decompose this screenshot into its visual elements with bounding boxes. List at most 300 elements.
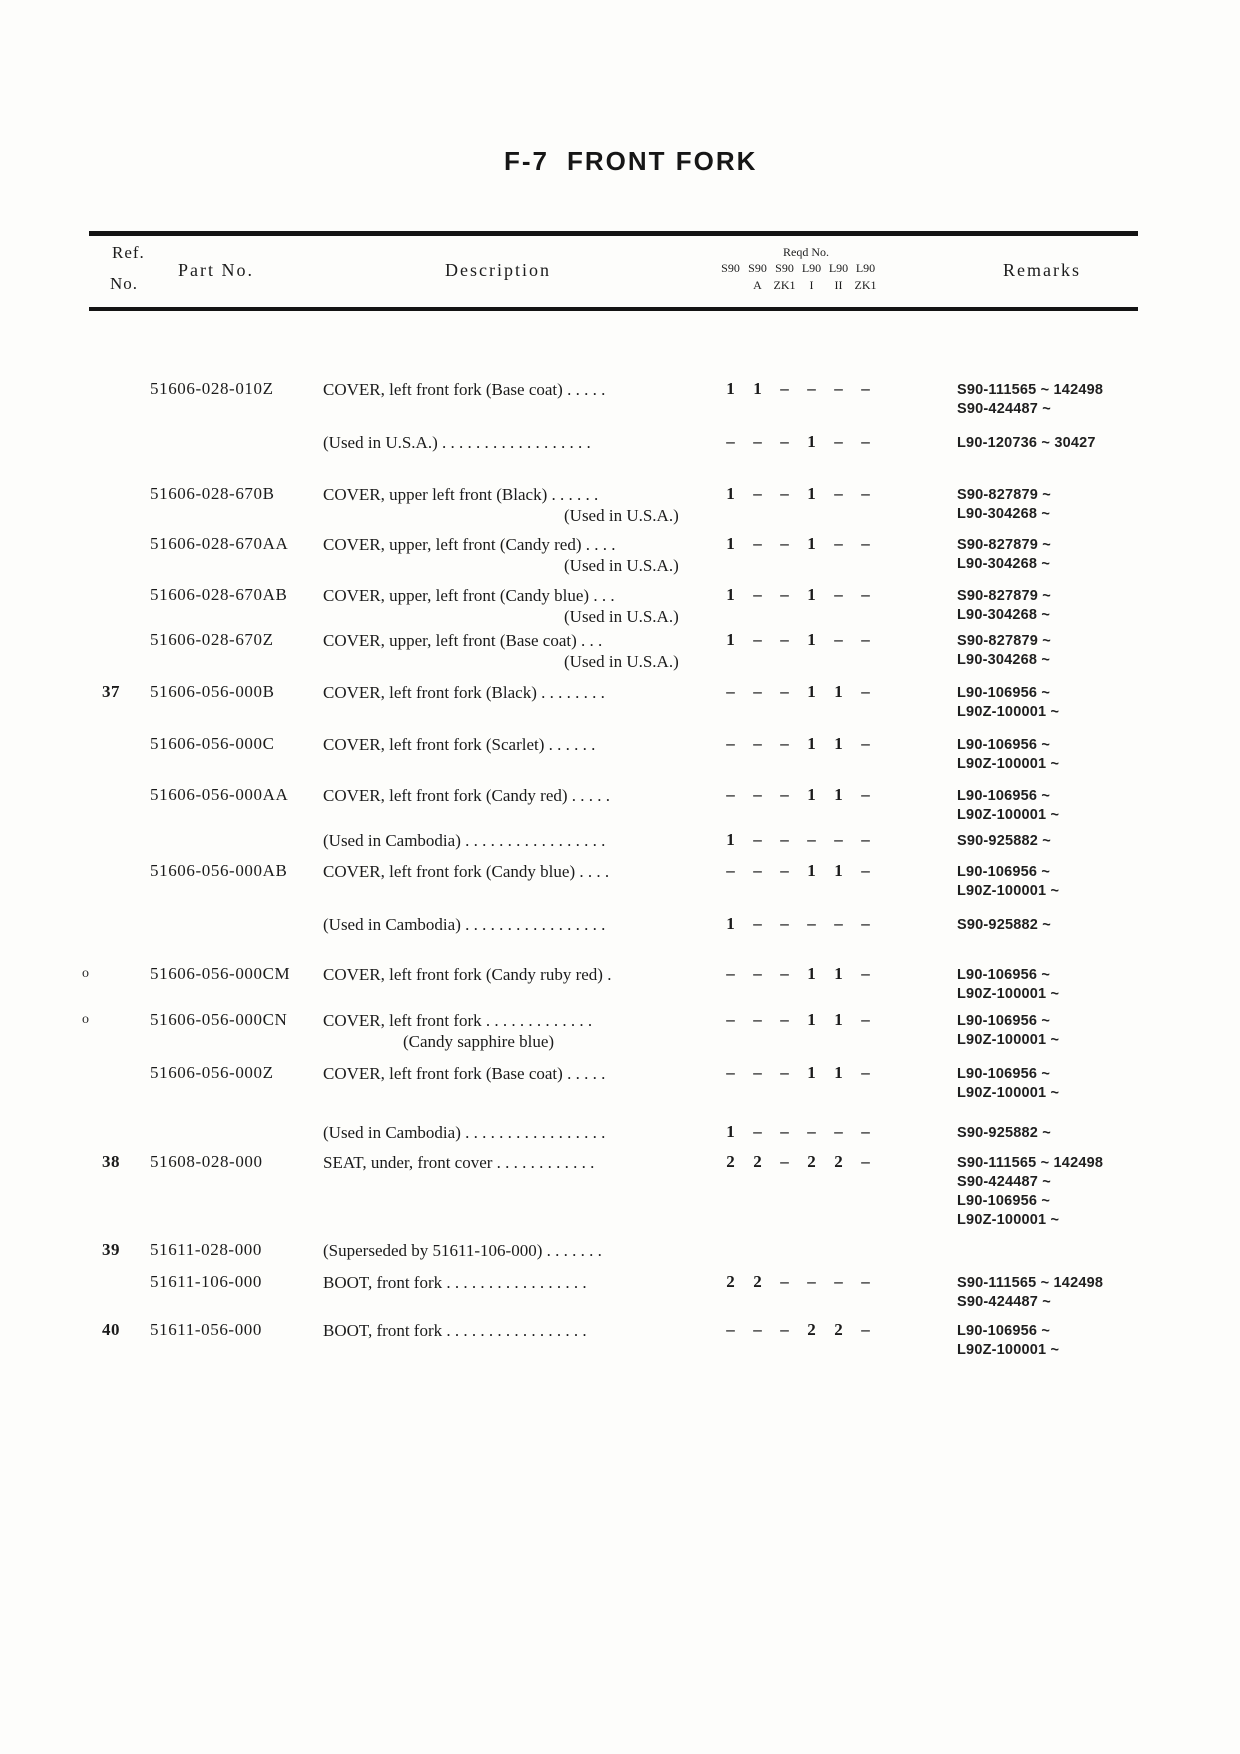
page-title bbox=[504, 146, 757, 177]
remark-line: L90-106956 ~ bbox=[957, 737, 1051, 753]
qty-cell: – bbox=[861, 585, 870, 604]
qty-cell: 1 bbox=[807, 585, 816, 604]
remark-line: L90Z-100001 ~ bbox=[957, 1032, 1060, 1048]
qty-cell: – bbox=[861, 964, 870, 983]
remarks-cell bbox=[957, 966, 1167, 1004]
qty-cell: 1 bbox=[834, 785, 843, 804]
description-cell bbox=[323, 682, 723, 703]
qty-cell: 1 bbox=[726, 830, 735, 849]
parts-row bbox=[0, 1152, 1240, 1228]
description-line1: COVER, left front fork (Base coat) . . . . . bbox=[323, 1064, 606, 1083]
parts-row bbox=[0, 830, 1240, 852]
qty-cell: 2 bbox=[726, 1152, 735, 1171]
parts-row bbox=[0, 861, 1240, 899]
qty-cell: – bbox=[726, 734, 735, 753]
variant-label: ZK1 bbox=[854, 278, 877, 292]
description-cell bbox=[323, 484, 723, 526]
qty-cell: – bbox=[834, 914, 843, 933]
part-no: 51606-056-000B bbox=[150, 682, 275, 701]
qty-cell: 2 bbox=[753, 1272, 762, 1291]
qty-cell: – bbox=[780, 861, 789, 880]
description-cell bbox=[323, 1240, 723, 1261]
reqd-qty-cells bbox=[717, 1320, 879, 1340]
parts-row bbox=[0, 914, 1240, 936]
remark-line: L90-304268 ~ bbox=[957, 652, 1051, 668]
qty-cell: – bbox=[780, 379, 789, 398]
part-no: 51606-028-010Z bbox=[150, 379, 274, 398]
qty-cell: 1 bbox=[726, 630, 735, 649]
description-cell bbox=[323, 1122, 723, 1143]
part-no: 51606-056-000C bbox=[150, 734, 275, 753]
qty-cell: – bbox=[753, 630, 762, 649]
qty-cell: – bbox=[780, 630, 789, 649]
model-label: L90 bbox=[801, 261, 822, 275]
description-line1: COVER, left front fork (Candy blue) . . . . bbox=[323, 862, 610, 881]
remarks-cell bbox=[957, 787, 1167, 825]
part-no: 51608-028-000 bbox=[150, 1152, 263, 1171]
remark-line: L90Z-100001 ~ bbox=[957, 704, 1060, 720]
qty-cell: – bbox=[834, 379, 843, 398]
qty-cell: – bbox=[753, 861, 762, 880]
qty-cell: – bbox=[807, 1272, 816, 1291]
qty-cell: – bbox=[780, 1320, 789, 1339]
description-line1: (Used in Cambodia) . . . . . . . . . . . . . . . . . bbox=[323, 831, 606, 850]
reqd-qty-cells bbox=[717, 861, 879, 881]
remark-line: S90-827879 ~ bbox=[957, 537, 1051, 553]
qty-cell: – bbox=[726, 861, 735, 880]
qty-cell: – bbox=[780, 1063, 789, 1082]
description-cell bbox=[323, 585, 723, 627]
part-no: 51606-028-670AB bbox=[150, 585, 288, 604]
qty-cell: 1 bbox=[726, 484, 735, 503]
description-line2: (Candy sapphire blue) bbox=[403, 1032, 555, 1051]
header-bottom-rule bbox=[89, 307, 1138, 311]
variant-label: ZK1 bbox=[773, 278, 796, 292]
model-label: S90 bbox=[748, 261, 767, 275]
qty-cell: – bbox=[780, 830, 789, 849]
description-cell bbox=[323, 830, 723, 851]
part-no: 51606-028-670Z bbox=[150, 630, 274, 649]
qty-cell: – bbox=[861, 1320, 870, 1339]
qty-cell: 1 bbox=[726, 534, 735, 553]
remarks-cell bbox=[957, 1065, 1167, 1103]
column-header-remarks: Remarks bbox=[1003, 260, 1081, 280]
reqd-qty-cells bbox=[717, 585, 879, 605]
qty-cell: – bbox=[861, 861, 870, 880]
section-name: FRONT FORK bbox=[567, 146, 758, 176]
remark-line: S90-925882 ~ bbox=[957, 1125, 1051, 1141]
qty-cell: – bbox=[861, 432, 870, 451]
description-cell bbox=[323, 785, 723, 806]
remark-line: L90Z-100001 ~ bbox=[957, 1212, 1060, 1228]
qty-cell: 1 bbox=[807, 682, 816, 701]
remark-line: S90-827879 ~ bbox=[957, 588, 1051, 604]
column-header-ref-no: No. bbox=[110, 274, 139, 293]
model-label: L90 bbox=[855, 261, 876, 275]
description-line1: COVER, upper, left front (Base coat) . . . bbox=[323, 631, 603, 650]
qty-cell: – bbox=[726, 432, 735, 451]
reqd-qty-cells bbox=[717, 1010, 879, 1030]
qty-cell: – bbox=[834, 432, 843, 451]
qty-cell: – bbox=[726, 1320, 735, 1339]
description-line1: COVER, left front fork (Base coat) . . . . . bbox=[323, 380, 606, 399]
qty-cell: – bbox=[780, 1272, 789, 1291]
description-cell bbox=[323, 1320, 723, 1341]
column-header-reqd-no: Reqd No. bbox=[783, 245, 829, 259]
qty-cell: – bbox=[753, 1010, 762, 1029]
remark-line: S90-424487 ~ bbox=[957, 1174, 1051, 1190]
qty-cell: – bbox=[753, 484, 762, 503]
qty-cell: – bbox=[834, 534, 843, 553]
qty-cell: – bbox=[861, 484, 870, 503]
qty-cell: – bbox=[726, 1010, 735, 1029]
remark-line: L90-304268 ~ bbox=[957, 556, 1051, 572]
qty-cell: – bbox=[753, 785, 762, 804]
description-line2: (Used in U.S.A.) bbox=[564, 506, 679, 525]
qty-cell: – bbox=[861, 1272, 870, 1291]
part-no: 51606-028-670B bbox=[150, 484, 275, 503]
description-line1: (Superseded by 51611-106-000) . . . . . . . bbox=[323, 1241, 602, 1260]
qty-cell: – bbox=[861, 914, 870, 933]
ref-no: 37 bbox=[102, 682, 120, 701]
qty-cell: 1 bbox=[834, 682, 843, 701]
qty-cell: 1 bbox=[834, 861, 843, 880]
remark-line: L90-106956 ~ bbox=[957, 1323, 1051, 1339]
qty-cell: – bbox=[726, 785, 735, 804]
reqd-qty-cells bbox=[717, 1122, 879, 1142]
qty-cell: 1 bbox=[807, 630, 816, 649]
description-line1: COVER, left front fork (Candy red) . . . . . bbox=[323, 786, 611, 805]
description-line1: SEAT, under, front cover . . . . . . . . . . . . bbox=[323, 1153, 595, 1172]
reqd-qty-cells bbox=[717, 1272, 879, 1292]
table-top-rule bbox=[89, 231, 1138, 236]
description-cell bbox=[323, 379, 723, 400]
remarks-cell bbox=[957, 1124, 1167, 1143]
description-line1: (Used in U.S.A.) . . . . . . . . . . . . . . . . . . bbox=[323, 433, 591, 452]
remark-line: S90-827879 ~ bbox=[957, 487, 1051, 503]
model-label: S90 bbox=[721, 261, 740, 275]
remarks-cell bbox=[957, 1012, 1167, 1050]
description-line1: COVER, left front fork (Candy ruby red) . bbox=[323, 965, 612, 984]
qty-cell: – bbox=[861, 785, 870, 804]
remark-line: L90-106956 ~ bbox=[957, 864, 1051, 880]
ref-no: 38 bbox=[102, 1152, 120, 1171]
part-no: 51606-056-000AA bbox=[150, 785, 289, 804]
part-no: 51606-056-000AB bbox=[150, 861, 288, 880]
reqd-qty-cells bbox=[717, 1152, 879, 1172]
remarks-cell bbox=[957, 1322, 1167, 1360]
qty-cell: 2 bbox=[726, 1272, 735, 1291]
qty-cell: 1 bbox=[807, 534, 816, 553]
description-cell bbox=[323, 861, 723, 882]
qty-cell: – bbox=[834, 484, 843, 503]
remark-line: S90-111565 ~ 142498 bbox=[957, 382, 1104, 398]
qty-cell: 2 bbox=[807, 1320, 816, 1339]
parts-row bbox=[0, 1010, 1240, 1051]
qty-cell: 1 bbox=[834, 1063, 843, 1082]
part-no: 51606-028-670AA bbox=[150, 534, 289, 553]
qty-cell: – bbox=[834, 630, 843, 649]
qty-cell: – bbox=[726, 682, 735, 701]
qty-cell: 1 bbox=[807, 1063, 816, 1082]
remark-line: L90-106956 ~ bbox=[957, 685, 1051, 701]
qty-cell: 1 bbox=[807, 484, 816, 503]
qty-cell: 2 bbox=[834, 1152, 843, 1171]
variant-label: I bbox=[809, 278, 814, 292]
column-header-part-no: Part No. bbox=[178, 260, 254, 280]
column-header-ref: Ref. bbox=[112, 243, 145, 262]
parts-row bbox=[0, 534, 1240, 575]
qty-cell: – bbox=[861, 1063, 870, 1082]
qty-cell: – bbox=[780, 1152, 789, 1171]
qty-cell: – bbox=[861, 379, 870, 398]
remarks-cell bbox=[957, 736, 1167, 774]
remarks-cell bbox=[957, 916, 1167, 935]
parts-row bbox=[0, 1063, 1240, 1101]
parts-row bbox=[0, 964, 1240, 1002]
qty-cell: 2 bbox=[753, 1152, 762, 1171]
remarks-cell bbox=[957, 863, 1167, 901]
remark-line: L90-304268 ~ bbox=[957, 506, 1051, 522]
reqd-qty-cells bbox=[717, 484, 879, 504]
parts-row bbox=[0, 682, 1240, 720]
qty-cell: 1 bbox=[807, 785, 816, 804]
remark-line: L90-120736 ~ 30427 bbox=[957, 435, 1096, 451]
ref-no: 39 bbox=[102, 1240, 120, 1259]
qty-cell: – bbox=[753, 1122, 762, 1141]
model-label: L90 bbox=[828, 261, 849, 275]
remark-line: L90-106956 ~ bbox=[957, 788, 1051, 804]
qty-cell: – bbox=[780, 914, 789, 933]
model-label: S90 bbox=[775, 261, 794, 275]
ref-no: 40 bbox=[102, 1320, 120, 1339]
reqd-qty-cells bbox=[717, 1063, 879, 1083]
remark-line: L90Z-100001 ~ bbox=[957, 883, 1060, 899]
parts-row bbox=[0, 1272, 1240, 1310]
reqd-qty-cells bbox=[717, 630, 879, 650]
description-line1: COVER, upper, left front (Candy blue) . . . bbox=[323, 586, 615, 605]
remark-line: L90-304268 ~ bbox=[957, 607, 1051, 623]
qty-cell: – bbox=[861, 1010, 870, 1029]
reqd-qty-cells bbox=[717, 785, 879, 805]
qty-cell: 1 bbox=[753, 379, 762, 398]
variant-label: II bbox=[834, 278, 843, 292]
qty-cell: – bbox=[780, 1122, 789, 1141]
reqd-qty-cells bbox=[717, 964, 879, 984]
qty-cell: – bbox=[753, 964, 762, 983]
parts-row bbox=[0, 1122, 1240, 1144]
parts-row bbox=[0, 1240, 1240, 1262]
variant-label: A bbox=[753, 278, 762, 292]
qty-cell: – bbox=[753, 734, 762, 753]
description-line1: COVER, left front fork . . . . . . . . . . . . . bbox=[323, 1011, 593, 1030]
parts-row bbox=[0, 734, 1240, 772]
qty-cell: – bbox=[834, 1122, 843, 1141]
variant-label bbox=[717, 278, 744, 293]
description-cell bbox=[323, 1063, 723, 1084]
remark-line: L90Z-100001 ~ bbox=[957, 1342, 1060, 1358]
qty-cell: – bbox=[834, 585, 843, 604]
qty-cell: – bbox=[807, 1122, 816, 1141]
remark-line: L90-106956 ~ bbox=[957, 1066, 1051, 1082]
description-line1: (Used in Cambodia) . . . . . . . . . . . . . . . . . bbox=[323, 1123, 606, 1142]
qty-cell: 1 bbox=[807, 734, 816, 753]
reqd-qty-cells bbox=[717, 379, 879, 399]
section-code: F-7 bbox=[504, 146, 549, 176]
description-line1: COVER, left front fork (Black) . . . . . . . . bbox=[323, 683, 605, 702]
qty-cell: – bbox=[780, 484, 789, 503]
qty-cell: – bbox=[807, 914, 816, 933]
qty-cell: – bbox=[753, 585, 762, 604]
remarks-cell bbox=[957, 832, 1167, 851]
description-line1: COVER, upper left front (Black) . . . . . . bbox=[323, 485, 599, 504]
qty-cell: 2 bbox=[834, 1320, 843, 1339]
qty-cell: – bbox=[807, 830, 816, 849]
parts-row bbox=[0, 785, 1240, 823]
qty-cell: 1 bbox=[807, 861, 816, 880]
qty-cell: 1 bbox=[726, 1122, 735, 1141]
part-no: 51611-028-000 bbox=[150, 1240, 262, 1259]
part-no: 51611-106-000 bbox=[150, 1272, 262, 1291]
qty-cell: – bbox=[834, 1272, 843, 1291]
parts-row bbox=[0, 484, 1240, 525]
parts-row bbox=[0, 630, 1240, 671]
remark-line: L90Z-100001 ~ bbox=[957, 1085, 1060, 1101]
description-cell bbox=[323, 1272, 723, 1293]
description-line2: (Used in U.S.A.) bbox=[564, 607, 679, 626]
parts-row bbox=[0, 432, 1240, 454]
remarks-cell bbox=[957, 381, 1167, 419]
reqd-variants-row bbox=[717, 278, 879, 293]
reqd-qty-cells bbox=[717, 432, 879, 452]
remarks-cell bbox=[957, 486, 1167, 524]
remark-line: L90-106956 ~ bbox=[957, 1193, 1051, 1209]
description-cell bbox=[323, 534, 723, 576]
qty-cell: – bbox=[834, 830, 843, 849]
qty-cell: – bbox=[861, 534, 870, 553]
qty-cell: – bbox=[780, 534, 789, 553]
option-marker: o bbox=[82, 966, 89, 981]
part-no: 51606-056-000CN bbox=[150, 1010, 288, 1029]
reqd-qty-cells bbox=[717, 682, 879, 702]
reqd-qty-cells bbox=[717, 914, 879, 934]
remark-line: S90-424487 ~ bbox=[957, 401, 1051, 417]
qty-cell: – bbox=[753, 914, 762, 933]
description-line1: BOOT, front fork . . . . . . . . . . . . . . . . . bbox=[323, 1273, 587, 1292]
qty-cell: – bbox=[780, 1010, 789, 1029]
qty-cell: – bbox=[807, 379, 816, 398]
remarks-cell bbox=[957, 587, 1167, 625]
qty-cell: 1 bbox=[807, 964, 816, 983]
parts-row bbox=[0, 379, 1240, 417]
qty-cell: 1 bbox=[834, 1010, 843, 1029]
qty-cell: – bbox=[726, 964, 735, 983]
description-line2: (Used in U.S.A.) bbox=[564, 652, 679, 671]
part-no: 51606-056-000CM bbox=[150, 964, 291, 983]
description-line1: COVER, left front fork (Scarlet) . . . . . . bbox=[323, 735, 596, 754]
qty-cell: – bbox=[780, 682, 789, 701]
qty-cell: – bbox=[861, 1122, 870, 1141]
qty-cell: – bbox=[780, 585, 789, 604]
description-line2: (Used in U.S.A.) bbox=[564, 556, 679, 575]
qty-cell: – bbox=[780, 964, 789, 983]
description-cell bbox=[323, 630, 723, 672]
qty-cell: – bbox=[861, 734, 870, 753]
qty-cell: – bbox=[753, 534, 762, 553]
remark-line: S90-111565 ~ 142498 bbox=[957, 1275, 1104, 1291]
description-cell bbox=[323, 964, 723, 985]
qty-cell: – bbox=[780, 432, 789, 451]
qty-cell: – bbox=[861, 830, 870, 849]
description-cell bbox=[323, 914, 723, 935]
column-header-description: Description bbox=[445, 260, 551, 280]
reqd-qty-cells bbox=[717, 734, 879, 754]
qty-cell: – bbox=[753, 682, 762, 701]
qty-cell: 1 bbox=[807, 1010, 816, 1029]
remark-line: L90Z-100001 ~ bbox=[957, 986, 1060, 1002]
description-cell bbox=[323, 1010, 723, 1052]
remarks-cell bbox=[957, 536, 1167, 574]
description-line1: BOOT, front fork . . . . . . . . . . . . . . . . . bbox=[323, 1321, 587, 1340]
remarks-cell bbox=[957, 434, 1167, 453]
remark-line: L90Z-100001 ~ bbox=[957, 807, 1060, 823]
part-no: 51606-056-000Z bbox=[150, 1063, 274, 1082]
remark-line: L90-106956 ~ bbox=[957, 1013, 1051, 1029]
remark-line: S90-827879 ~ bbox=[957, 633, 1051, 649]
remarks-cell bbox=[957, 1274, 1167, 1312]
qty-cell: 1 bbox=[726, 585, 735, 604]
qty-cell: – bbox=[753, 1320, 762, 1339]
description-line1: COVER, upper, left front (Candy red) . . . . bbox=[323, 535, 616, 554]
remarks-cell bbox=[957, 632, 1167, 670]
description-cell bbox=[323, 734, 723, 755]
remark-line: L90Z-100001 ~ bbox=[957, 756, 1060, 772]
qty-cell: – bbox=[861, 630, 870, 649]
qty-cell: 1 bbox=[726, 379, 735, 398]
qty-cell: – bbox=[753, 830, 762, 849]
remark-line: S90-925882 ~ bbox=[957, 833, 1051, 849]
remark-line: S90-111565 ~ 142498 bbox=[957, 1155, 1104, 1171]
description-cell bbox=[323, 1152, 723, 1173]
qty-cell: 1 bbox=[726, 914, 735, 933]
reqd-models-row bbox=[717, 261, 879, 276]
remark-line: S90-925882 ~ bbox=[957, 917, 1051, 933]
qty-cell: – bbox=[726, 1063, 735, 1082]
description-cell bbox=[323, 432, 723, 453]
reqd-qty-cells bbox=[717, 830, 879, 850]
qty-cell: – bbox=[861, 1152, 870, 1171]
parts-row bbox=[0, 1320, 1240, 1358]
remarks-cell bbox=[957, 684, 1167, 722]
qty-cell: – bbox=[780, 734, 789, 753]
option-marker: o bbox=[82, 1012, 89, 1027]
qty-cell: 1 bbox=[834, 734, 843, 753]
parts-row bbox=[0, 585, 1240, 626]
qty-cell: 2 bbox=[807, 1152, 816, 1171]
qty-cell: – bbox=[753, 432, 762, 451]
reqd-qty-cells bbox=[717, 534, 879, 554]
qty-cell: 1 bbox=[807, 432, 816, 451]
qty-cell: – bbox=[861, 682, 870, 701]
qty-cell: – bbox=[780, 785, 789, 804]
description-line1: (Used in Cambodia) . . . . . . . . . . . . . . . . . bbox=[323, 915, 606, 934]
part-no: 51611-056-000 bbox=[150, 1320, 262, 1339]
qty-cell: – bbox=[753, 1063, 762, 1082]
qty-cell: 1 bbox=[834, 964, 843, 983]
remark-line: L90-106956 ~ bbox=[957, 967, 1051, 983]
remark-line: S90-424487 ~ bbox=[957, 1294, 1051, 1310]
remarks-cell bbox=[957, 1154, 1167, 1230]
